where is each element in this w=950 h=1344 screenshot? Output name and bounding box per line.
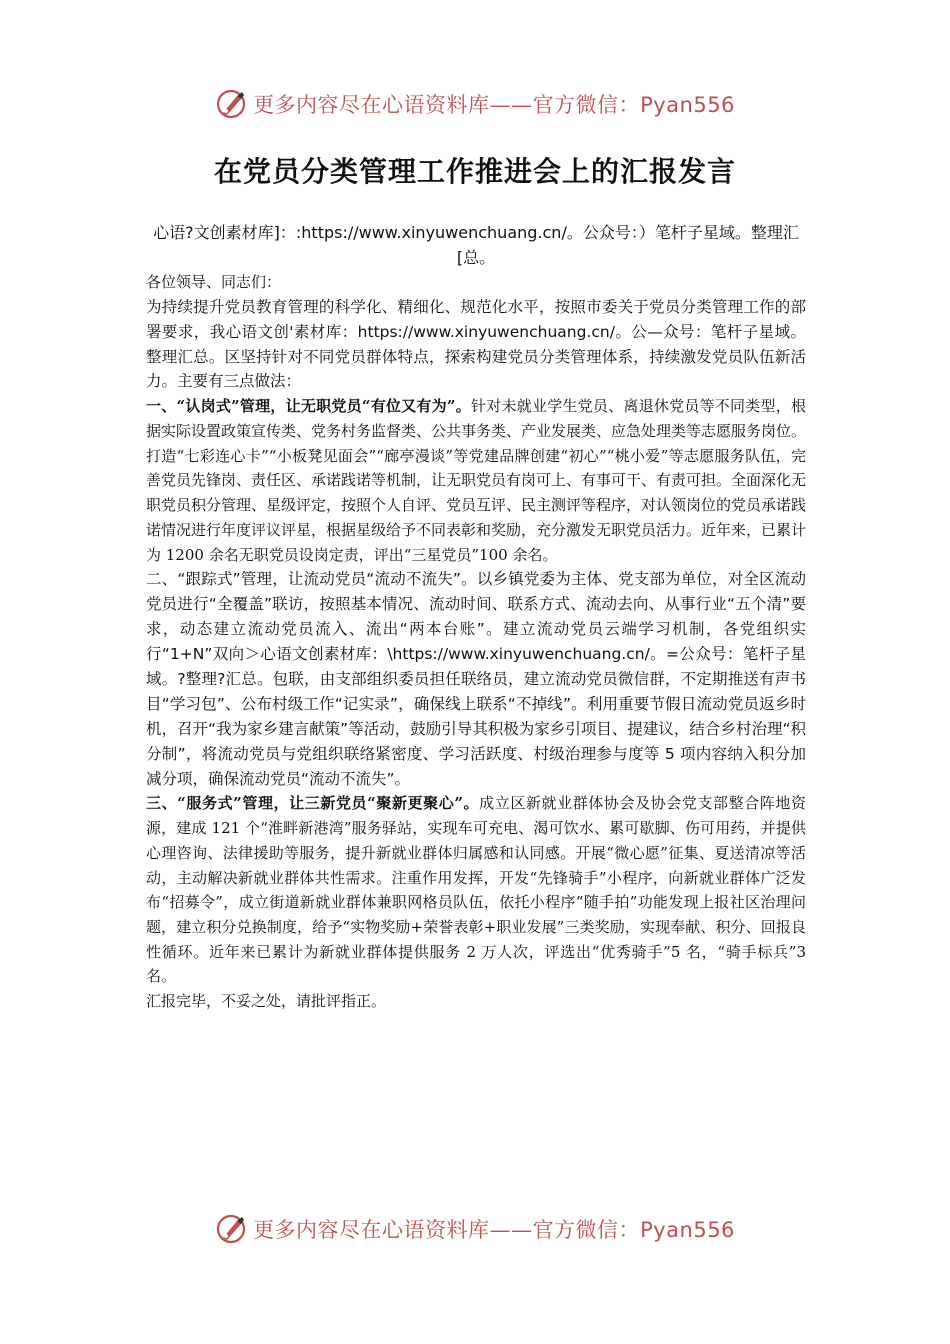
intro-paragraph: 为持续提升党员教育管理的科学化、精细化、规范化水平，按照市委关于党员分类管理工作的部署要求，我心语文创'素材库：https://www.xinyuwenchuang.cn/。公—众号：笔杆子星域。整理汇总。区坚持针对不同党员群体特点，探索构建党员分类管理体系，持续激发党员队伍新活力。主要有三点做法： [146, 297, 806, 391]
pen-logo-icon [215, 87, 249, 121]
section-3-body: 成立区新就业群体协会及协会党支部整合阵地资源，建成 121 个“淮畔新港湾”服务驿站，实现车可充电、渴可饮水、累可歇脚、伤可用药，并提供心理咨询、法律援助等服务，提升新就业群体归属感和认同感。开展“微心愿”征集、夏送清凉等活动，主动解决新就业群体共性需求。注重作用发挥，开发“先锋骑手”小程序，向新就业群体广泛发布“招募令”，成立街道新就业群体兼职网格员队伍，依托小程序“随手拍”功能发现上报社区治理问题，建立积分兑换制度，给予“实物奖励+荣誉表彰+职业发展”三类奖励，实现奉献、积分、回报良性循环。近年来已累计为新就业群体提供服务 2 万人次，评选出“优秀骑手”5 名，“骑手标兵”3 名。 [146, 794, 806, 986]
greeting: 各位领导、同志们： [146, 273, 282, 291]
section-3-heading: 三、“服务式”管理，让三新党员“聚新更聚心”。 [146, 794, 480, 813]
section-3 [146, 791, 806, 989]
section-2 [146, 567, 806, 791]
section-2-heading: 二、“跟踪式”管理，让流动党员“流动不流失”。 [146, 570, 477, 589]
pen-logo-icon [215, 1212, 249, 1246]
section-1 [146, 394, 806, 567]
header-watermark-text: 更多内容尽在心语资料库——官方微信：Pyan556 [253, 93, 735, 117]
source-line: 心语?文创素材库]：:https://www.xinyuwenchuang.cn/。公众号：）笔杆子星域。整理汇[总。 [153, 223, 799, 267]
section-2-body: 以乡镇党委为主体、党支部为单位，对全区流动党员进行“全覆盖”联访，按照基本情况、流动时间、联系方式、流动去向、从事行业“五个清”要求，动态建立流动党员流入、流出“两本台账”。建立流动党员云端学习机制，各党组织实行“1+N”双向＞心语文创素材库：\https://www.xinyuwenchuang.cn/。=公众号：笔杆子星域。?整理?汇总。包联，由支部组织委员担任联络员，建立流动党员微信群，不定期推送有声书目“学习包”、公布村级工作“记实录”，确保线上联系“不掉线”。利用重要节假日流动党员返乡时机，召开“我为家乡建言献策”等活动，鼓励引导其积极为家乡引项目、提建议，结合乡村治理“积分制”，将流动党员与党组织联络紧密度、学习活跃度、村级治理参与度等 5 项内容纳入积分加减分项，确保流动党员“流动不流失”。 [146, 570, 806, 788]
section-1-body: 针对未就业学生党员、离退休党员等不同类型，根据实际设置政策宣传类、党务村务监督类、公共事务类、产业发展类、应急处理类等志愿服务岗位。打造“七彩连心卡”“小板凳见面会”“廊亭漫谈”等党建品牌创建“初心”“桃小爱”等志愿服务队伍，完善党员先锋岗、责任区、承诺践诺等机制，让无职党员有岗可上、有事可干、有责可担。全面深化无职党员积分管理、星级评定，按照个人自评、党员互评、民主测评等程序，对认领岗位的党员承诺践诺情况进行年度评议评星，根据星级给予不同表彰和奖励，充分激发无职党员活力。近年来，已累计为 1200 余名无职党员设岗定责，评出“三星党员”100 余名。 [146, 397, 807, 564]
page-title: 在党员分类管理工作推进会上的汇报发言 [213, 155, 736, 188]
footer-watermark-banner [0, 1209, 950, 1249]
section-1-heading: 一、“认岗式”管理，让无职党员“有位又有为”。 [146, 397, 471, 416]
footer-watermark-text: 更多内容尽在心语资料库——官方微信：Pyan556 [253, 1218, 735, 1242]
document-body [146, 270, 806, 1014]
header-watermark-banner [0, 84, 950, 124]
closing-line: 汇报完毕，不妥之处，请批评指正。 [146, 992, 387, 1011]
